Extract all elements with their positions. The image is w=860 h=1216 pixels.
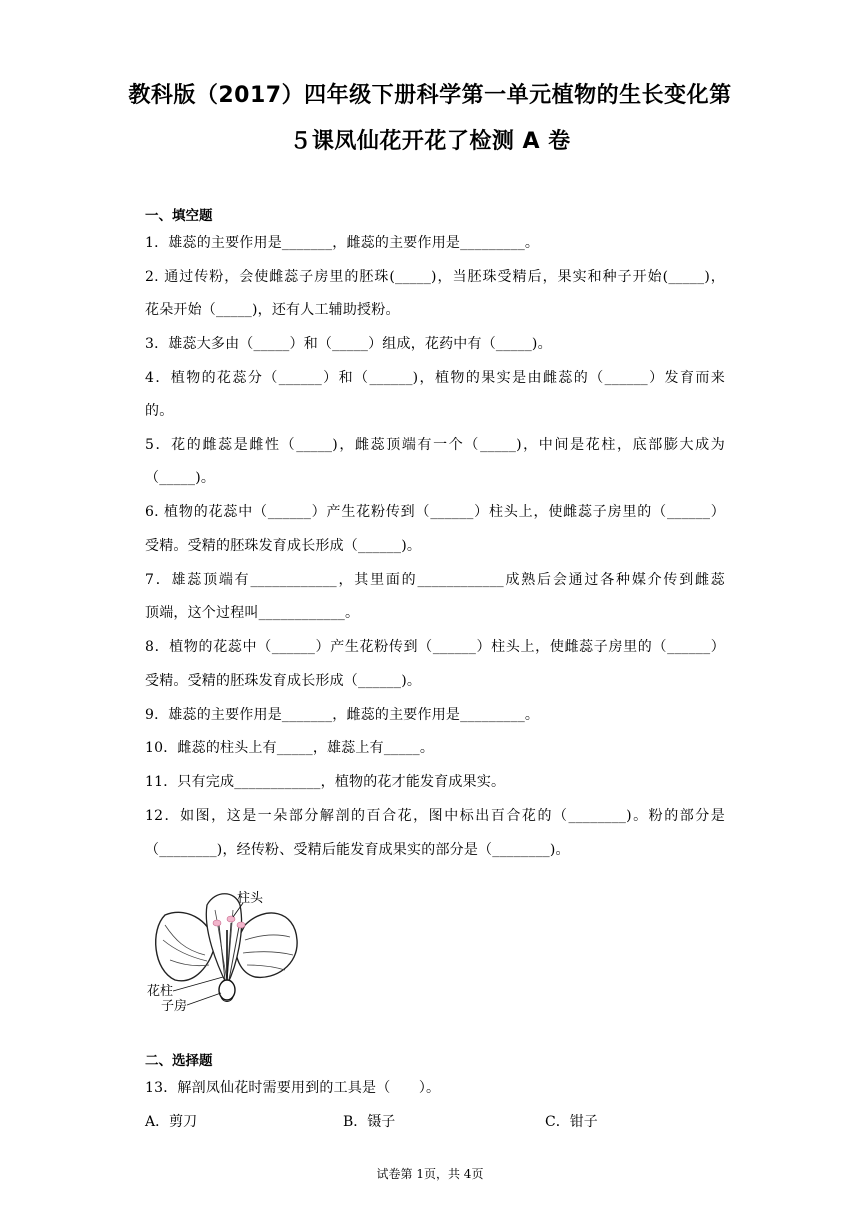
option-a[interactable]: A．剪刀 [145, 1114, 198, 1130]
question-line: （________)，经传粉、受精后能发育成果实的部分是（________)。 [145, 842, 570, 858]
question-line: 8．植物的花蕊中（______）产生花粉传到（______）柱头上，使雌蕊子房里的（______） [145, 639, 725, 655]
option-c[interactable]: C．钳子 [545, 1114, 598, 1130]
title-line-1: 教科版（2017）四年级下册科学第一单元植物的生长变化第 [128, 83, 732, 108]
section-heading-fill: 一、填空题 [145, 208, 213, 224]
question-line: 6. 植物的花蕊中（______）产生花粉传到（______）柱头上，使雌蕊子房里的（______） [145, 504, 725, 520]
question-line: 11．只有完成____________，植物的花才能发育成果实。 [145, 774, 506, 790]
question-line: 5．花的雌蕊是雌性（_____)，雌蕊顶端有一个（_____)，中间是花柱，底部膨大成为 [145, 437, 725, 453]
label-stigma: 柱头 [237, 891, 264, 906]
title-line-2: ５课凤仙花开花了检测 A 卷 [289, 129, 571, 154]
question-line: （_____)。 [145, 470, 216, 486]
question-line: 顶端，这个过程叫____________。 [145, 605, 360, 621]
question-line: 1．雄蕊的主要作用是_______，雌蕊的主要作用是_________。 [145, 235, 540, 251]
option-b[interactable]: B．镊子 [343, 1114, 396, 1130]
question-13-stem: 13．解剖凤仙花时需要用到的工具是（ ）。 [145, 1080, 441, 1096]
section-heading-choice: 二、选择题 [145, 1053, 213, 1069]
page-footer: 试卷第 1页，共 4页 [376, 1167, 484, 1181]
question-line: 12．如图，这是一朵部分解剖的百合花，图中标出百合花的（________)。粉的部分是 [145, 808, 725, 824]
question-line: 3．雄蕊大多由（_____）和（_____）组成，花药中有（_____)。 [145, 336, 552, 352]
question-line: 10．雌蕊的柱头上有_____，雄蕊上有_____。 [145, 740, 435, 756]
question-line: 7．雄蕊顶端有____________，其里面的____________成熟后会通过各种媒介传到雌蕊 [145, 572, 725, 588]
label-style: 花柱 [147, 984, 174, 999]
question-line: 9．雄蕊的主要作用是_______，雌蕊的主要作用是_________。 [145, 707, 540, 723]
question-line: 花朵开始（_____)，还有人工辅助授粉。 [145, 302, 400, 318]
question-line: 的。 [145, 403, 174, 419]
question-line: 4．植物的花蕊分（______）和（______)，植物的果实是由雌蕊的（______）发育而来 [145, 370, 725, 386]
question-line: 2. 通过传粉，会使雌蕊子房里的胚珠(_____)，当胚珠受精后，果实和种子开始(_____)， [145, 269, 725, 285]
question-line: 受精。受精的胚珠发育成长形成（______)。 [145, 538, 422, 554]
label-ovary: 子房 [161, 999, 188, 1014]
lily-diagram [145, 885, 305, 1015]
question-line: 受精。受精的胚珠发育成长形成（______)。 [145, 673, 422, 689]
